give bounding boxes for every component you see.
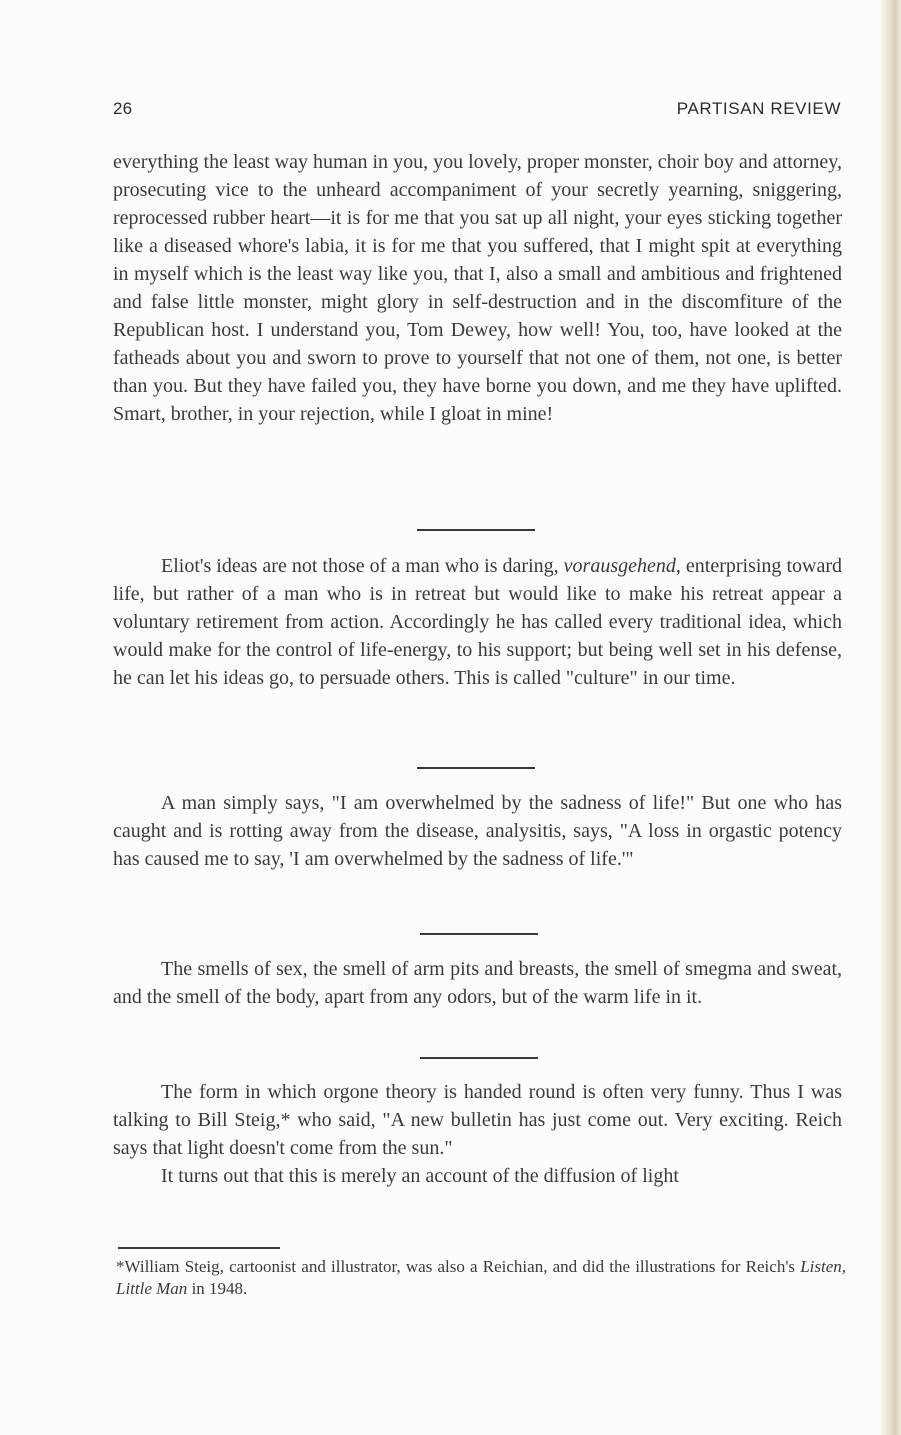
section-4 xyxy=(113,955,842,1011)
section-1 xyxy=(113,148,842,428)
analysitis-paragraph: A man simply says, "I am overwhelmed by the sadness of life!" But one who has caught and is rotting away from the disease, analysitis, says, "A loss in orgastic potency has caused me to say, 'I am overwhelmed by the sadness of life.'" xyxy=(113,792,842,870)
orgone-paragraph: The form in which orgone theory is handed round is often very funny. Thus I was talking to Bill Steig,* who said, "A new bulletin has just come out. Very exciting. Reich says that light doesn't come from the sun." xyxy=(113,1081,842,1159)
italic-word: vorausgehend, xyxy=(563,555,681,577)
diffusion-paragraph: It turns out that this is merely an account of the diffusion of light xyxy=(161,1165,679,1187)
footnote-rule xyxy=(118,1247,280,1249)
section-divider-4 xyxy=(420,1057,538,1059)
continued-paragraph: everything the least way human in you, you lovely, proper monster, choir boy and attorney, prosecuting vice to the unheard accompaniment of your secretly yearning, sniggering, reprocessed rubber heart—it is for me that you sat up all night, your eyes sticking together like a diseased whore's labia, it is for me that you suffered, that I might spit at everything in myself which is the least way like you, that I, also a small and ambitious and frightened and false little monster, might glory in self-destruction and in the discomfiture of the Republican host. I understand you, Tom Dewey, how well! You, too, have looked at the fatheads about you and sworn to prove to yourself that not one of them, not one, is better than you. But they have failed you, they have borne you down, and me they have uplifted. Smart, brother, in your rejection, while I gloat in mine! xyxy=(113,151,842,425)
page-edge-shadow xyxy=(879,0,901,1435)
section-3 xyxy=(113,789,842,873)
section-divider-3 xyxy=(420,933,538,935)
eliot-paragraph: Eliot's ideas are not those of a man who is daring, vorausgehend, enterprising toward life, but rather of a man who is in retreat but would like to make his retreat appear a voluntary retirement from action. Accordingly he has called every traditional idea, which would make for the control of life-energy, to his support; but being well set in his defense, he can let his ideas go, to persuade others. This is called "culture" in our time. xyxy=(113,555,842,689)
page-number: 26 xyxy=(113,99,133,118)
section-divider-2 xyxy=(417,767,535,769)
footnote-book-title: Listen, Little Man xyxy=(116,1257,846,1298)
section-2 xyxy=(113,552,842,692)
smells-paragraph: The smells of sex, the smell of arm pits and breasts, the smell of smegma and sweat, and the smell of the body, apart from any odors, but of the warm life in it. xyxy=(113,958,842,1008)
running-header xyxy=(113,99,841,123)
footnote xyxy=(116,1256,846,1300)
footnote-text: *William Steig, cartoonist and illustrator, was also a Reichian, and did the illustrations for Reich's Listen, Little Man in 1948. xyxy=(116,1257,846,1298)
section-divider-1 xyxy=(417,529,535,531)
section-5 xyxy=(113,1078,842,1190)
journal-title: PARTISAN REVIEW xyxy=(676,99,841,118)
